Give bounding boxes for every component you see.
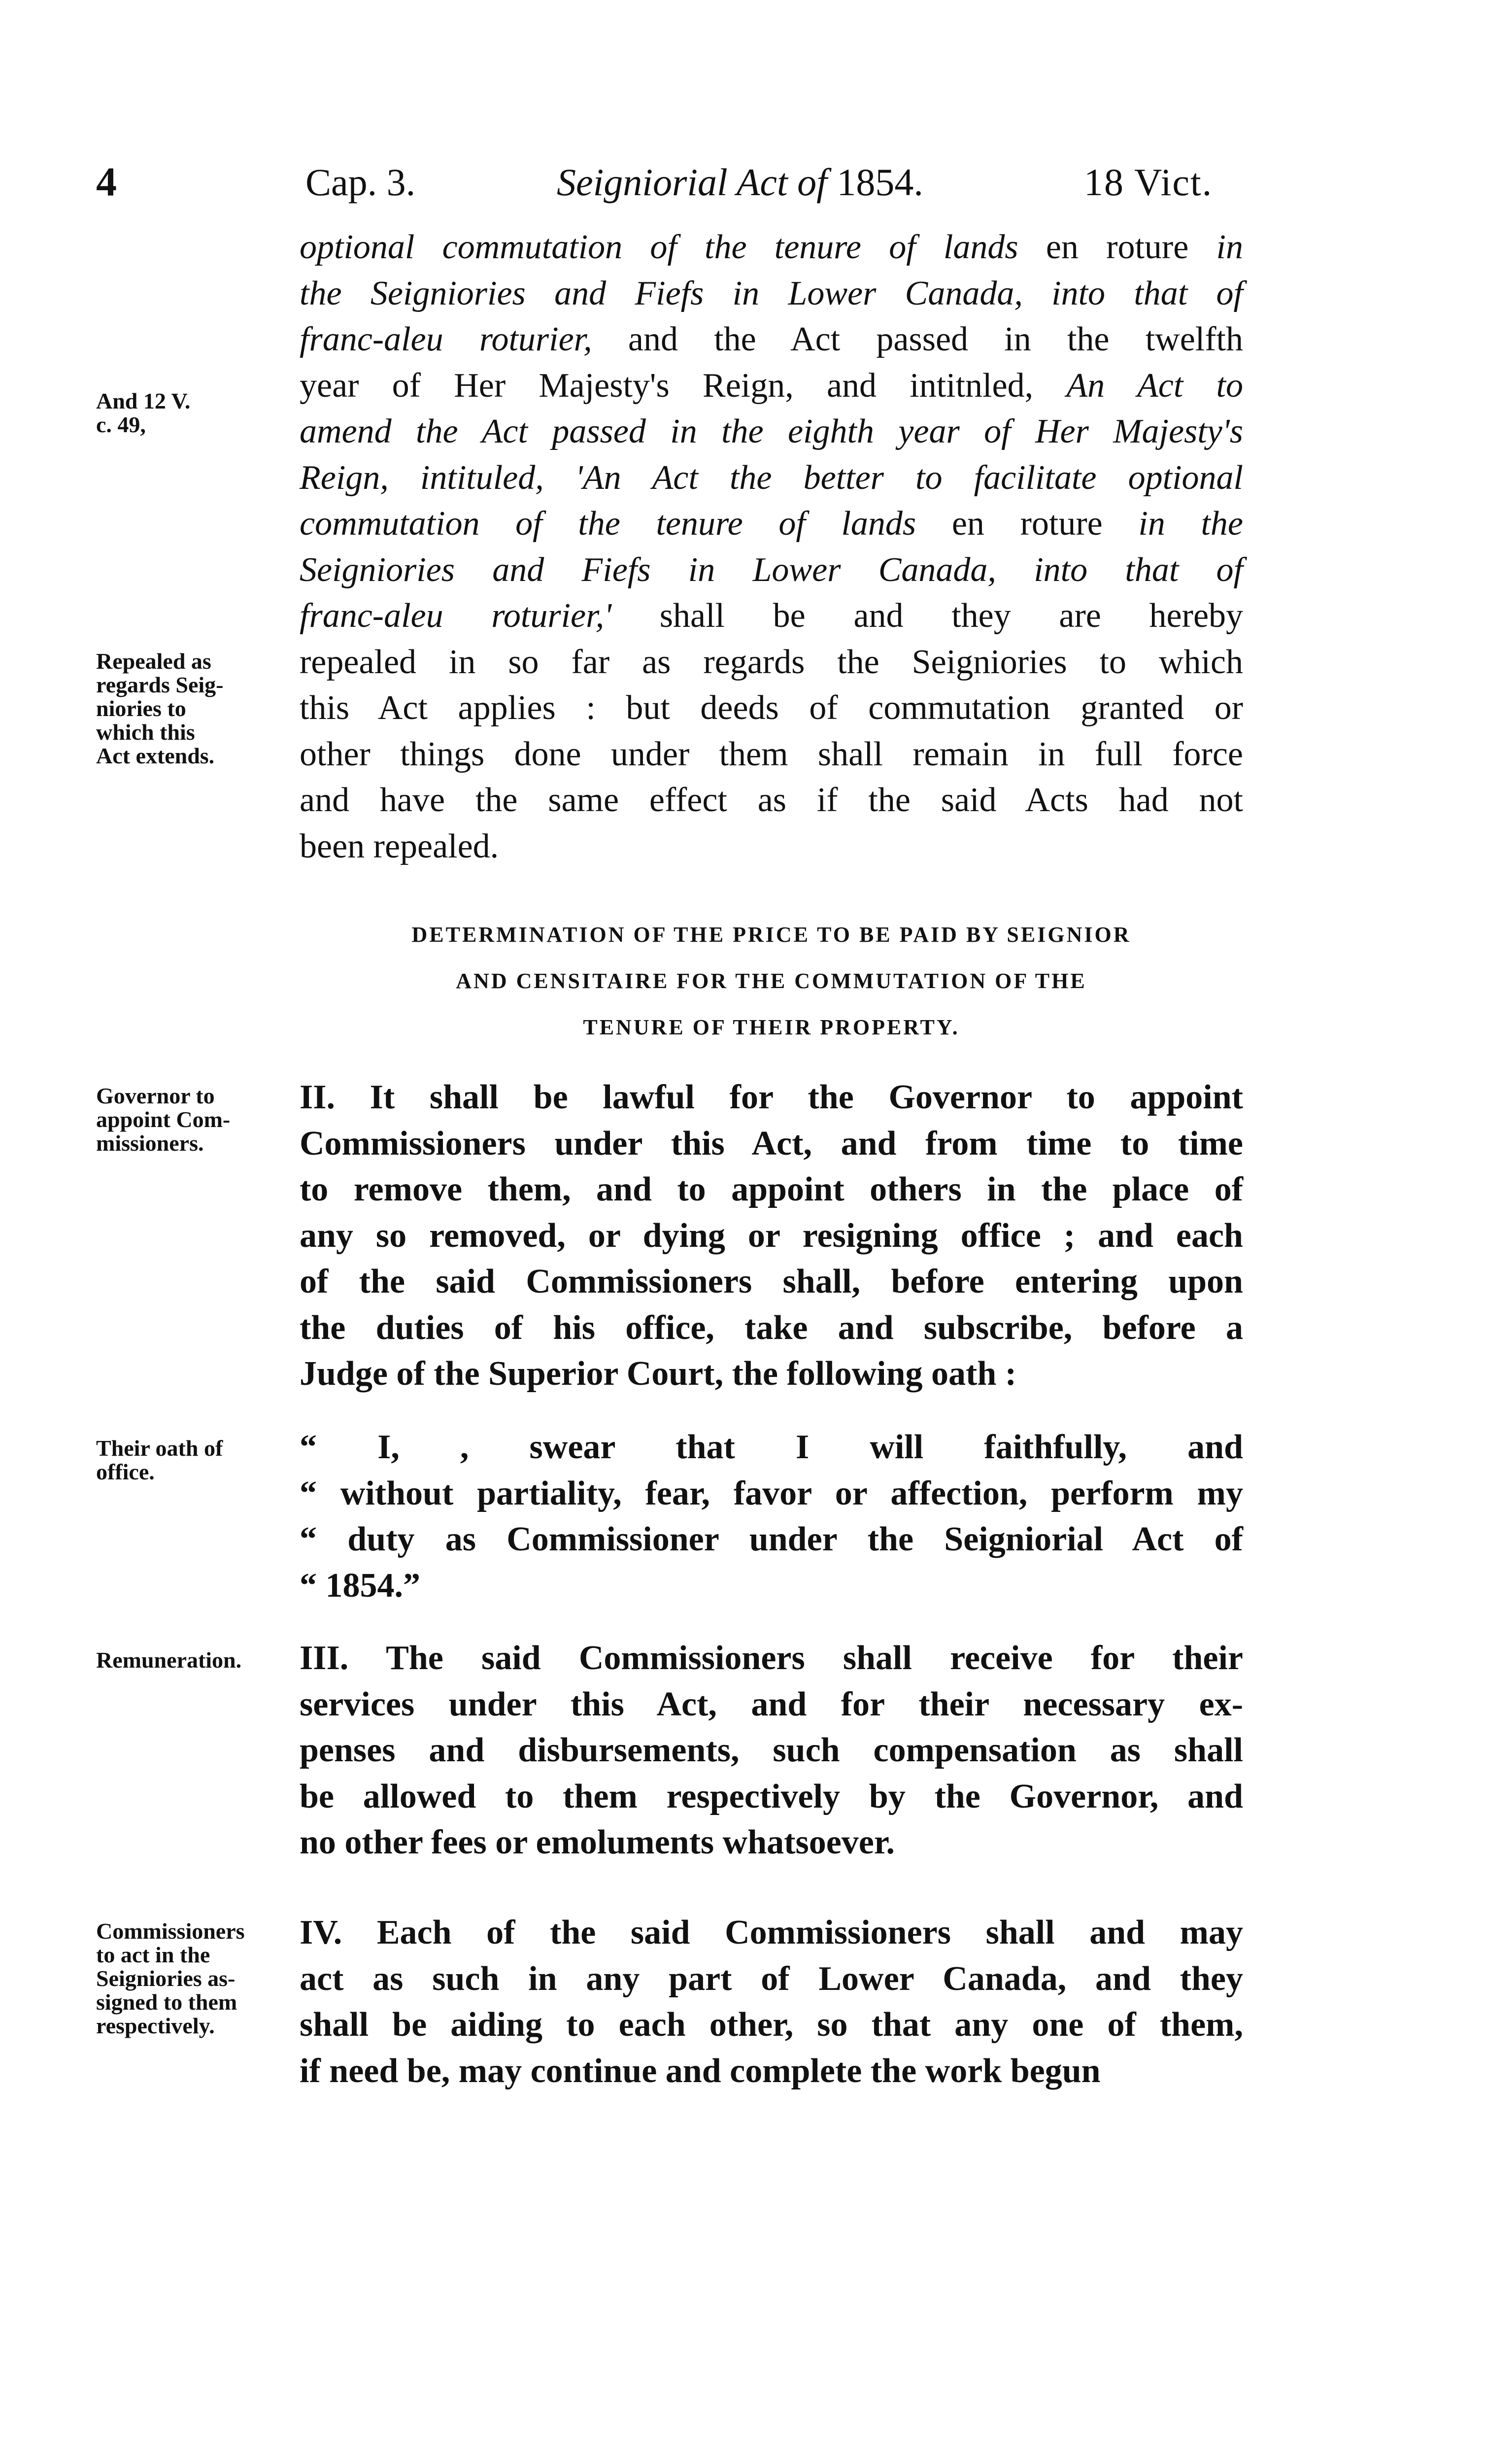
margin-note-remuneration bbox=[96, 1648, 293, 1672]
text-line: act as such in any part of Lower Canada, and they bbox=[300, 1959, 1243, 1998]
text-line: Judge of the Superior Court, the following oath : bbox=[300, 1355, 1017, 1393]
text-run: en roture bbox=[1018, 228, 1216, 266]
running-title-year: 1854. bbox=[837, 161, 923, 204]
margin-note-line: Governor to bbox=[96, 1083, 215, 1108]
oath-paragraph bbox=[300, 1424, 1243, 1608]
text-line: Commissioners under this Act, and from time to time bbox=[300, 1124, 1243, 1163]
section-heading bbox=[300, 912, 1243, 1051]
text-line bbox=[300, 547, 1243, 593]
text-line: “ without partiality, fear, favor or affection, perform my bbox=[300, 1474, 1243, 1512]
text-line: the duties of his office, take and subscribe, before a bbox=[300, 1308, 1243, 1347]
text-line: “ I, , swear that I will faithfully, and bbox=[300, 1428, 1243, 1466]
heading-line: AND CENSITAIRE FOR THE COMMUTATION OF THE bbox=[456, 969, 1087, 993]
text-run: other things done under them shall remain in full force bbox=[300, 735, 1243, 773]
text-line bbox=[300, 777, 1243, 823]
text-line: services under this Act, and for their necessary ex- bbox=[300, 1685, 1243, 1723]
margin-note-repealed bbox=[96, 650, 293, 768]
text-run: Reign, intituled, 'An Act the better to facilitate optional bbox=[300, 458, 1243, 497]
margin-note-oath bbox=[96, 1437, 293, 1484]
margin-note-line: niories to bbox=[96, 696, 186, 721]
text-line: penses and disbursements, such compensation as shall bbox=[300, 1731, 1243, 1769]
margin-note-line: Repealed as bbox=[96, 649, 211, 674]
text-run: repealed in so far as regards the Seigniories to which bbox=[300, 643, 1243, 681]
text-run: en roture bbox=[916, 505, 1139, 543]
text-line: II. It shall be lawful for the Governor to appoint bbox=[300, 1078, 1243, 1116]
text-line: any so removed, or dying or resigning office ; and each bbox=[300, 1216, 1243, 1255]
text-line bbox=[300, 823, 1243, 870]
margin-note-line: Seigniories as- bbox=[96, 1966, 236, 1991]
text-run: year of Her Majesty's Reign, and intitnled, bbox=[300, 366, 1067, 405]
text-run: the Seigniories and Fiefs in Lower Canada, into that of bbox=[300, 274, 1243, 312]
text-line: of the said Commissioners shall, before entering upon bbox=[300, 1263, 1243, 1300]
margin-note-line: appoint Com- bbox=[96, 1107, 231, 1132]
heading-line: DETERMINATION OF THE PRICE TO BE PAID BY SEIGNIOR bbox=[411, 923, 1131, 947]
text-run: this Act applies : but deeds of commutation granted or bbox=[300, 689, 1243, 727]
page-number: 4 bbox=[96, 159, 117, 205]
margin-note-line: signed to them bbox=[96, 1989, 237, 2015]
margin-note-line: c. 49, bbox=[96, 412, 146, 437]
text-run: in the bbox=[1138, 505, 1244, 543]
text-line bbox=[300, 316, 1243, 363]
text-run: and the Act passed in the twelfth bbox=[592, 320, 1243, 358]
margin-note-line: to act in the bbox=[96, 1942, 210, 1967]
text-line bbox=[300, 501, 1243, 547]
margin-note-line: Act extends. bbox=[96, 743, 215, 768]
text-line: if need be, may continue and complete the work begun bbox=[300, 2052, 1101, 2090]
margin-note-line: which this bbox=[96, 719, 195, 745]
text-line bbox=[300, 271, 1243, 317]
margin-note-line: missioners. bbox=[96, 1130, 204, 1156]
section-2-paragraph bbox=[300, 1074, 1243, 1397]
heading-line: TENURE OF THEIR PROPERTY. bbox=[583, 1015, 960, 1039]
text-run: optional commutation of the tenure of lands bbox=[300, 228, 1018, 266]
text-line: “ duty as Commissioner under the Seigniorial Act of bbox=[300, 1520, 1243, 1558]
text-run: An Act to bbox=[1066, 366, 1244, 405]
margin-note-line: office. bbox=[96, 1459, 155, 1484]
text-run: shall be and they are hereby bbox=[611, 597, 1244, 635]
margin-note-and-12-v bbox=[96, 389, 293, 437]
margin-note-line: regards Seig- bbox=[96, 672, 224, 697]
text-run: amend the Act passed in the eighth year of Her Majesty's bbox=[300, 412, 1243, 450]
text-line: no other fees or emoluments whatsoever. bbox=[300, 1823, 895, 1861]
margin-note-governor bbox=[96, 1084, 293, 1155]
text-run: and have the same effect as if the said Acts had not bbox=[300, 781, 1243, 819]
section-4-paragraph bbox=[300, 1910, 1243, 2094]
text-line bbox=[300, 363, 1243, 409]
chapter-label: Cap. 3. bbox=[305, 161, 416, 204]
intro-paragraph bbox=[300, 224, 1243, 869]
margin-note-commissioners bbox=[96, 1919, 293, 2038]
text-line: to remove them, and to appoint others in the place of bbox=[300, 1170, 1243, 1208]
text-line: be allowed to them respectively by the Governor, and bbox=[300, 1777, 1243, 1815]
text-line bbox=[300, 224, 1243, 271]
text-line bbox=[300, 593, 1243, 639]
margin-note-line: Their oath of bbox=[96, 1436, 223, 1461]
margin-note-line: respectively. bbox=[96, 2013, 215, 2038]
text-run: franc-aleu roturier,' bbox=[300, 597, 612, 635]
margin-note-line: Remuneration. bbox=[96, 1647, 242, 1673]
text-line bbox=[300, 455, 1243, 501]
regnal-year: 18 Vict. bbox=[1084, 161, 1213, 204]
margin-note-line: And 12 V. bbox=[96, 388, 191, 413]
text-line: IV. Each of the said Commissioners shall and may bbox=[300, 1914, 1243, 1951]
text-run: franc-aleu roturier, bbox=[300, 320, 592, 358]
text-line bbox=[300, 731, 1243, 778]
text-line bbox=[300, 639, 1243, 685]
running-title-text: Seigniorial Act of bbox=[557, 161, 827, 204]
section-3-paragraph bbox=[300, 1635, 1243, 1866]
running-title bbox=[557, 160, 923, 205]
text-line: shall be aiding to each other, so that any one of them, bbox=[300, 2006, 1243, 2044]
text-line: “ 1854.” bbox=[300, 1566, 420, 1605]
text-line: III. The said Commissioners shall receive for their bbox=[300, 1639, 1243, 1677]
text-run: Seigniories and Fiefs in Lower Canada, into that of bbox=[300, 550, 1243, 589]
text-run: in bbox=[1216, 228, 1243, 266]
margin-note-line: Commissioners bbox=[96, 1918, 245, 1944]
text-run: commutation of the tenure of lands bbox=[300, 505, 916, 543]
text-run: been repealed. bbox=[300, 827, 499, 865]
text-line bbox=[300, 409, 1243, 455]
text-line bbox=[300, 685, 1243, 731]
